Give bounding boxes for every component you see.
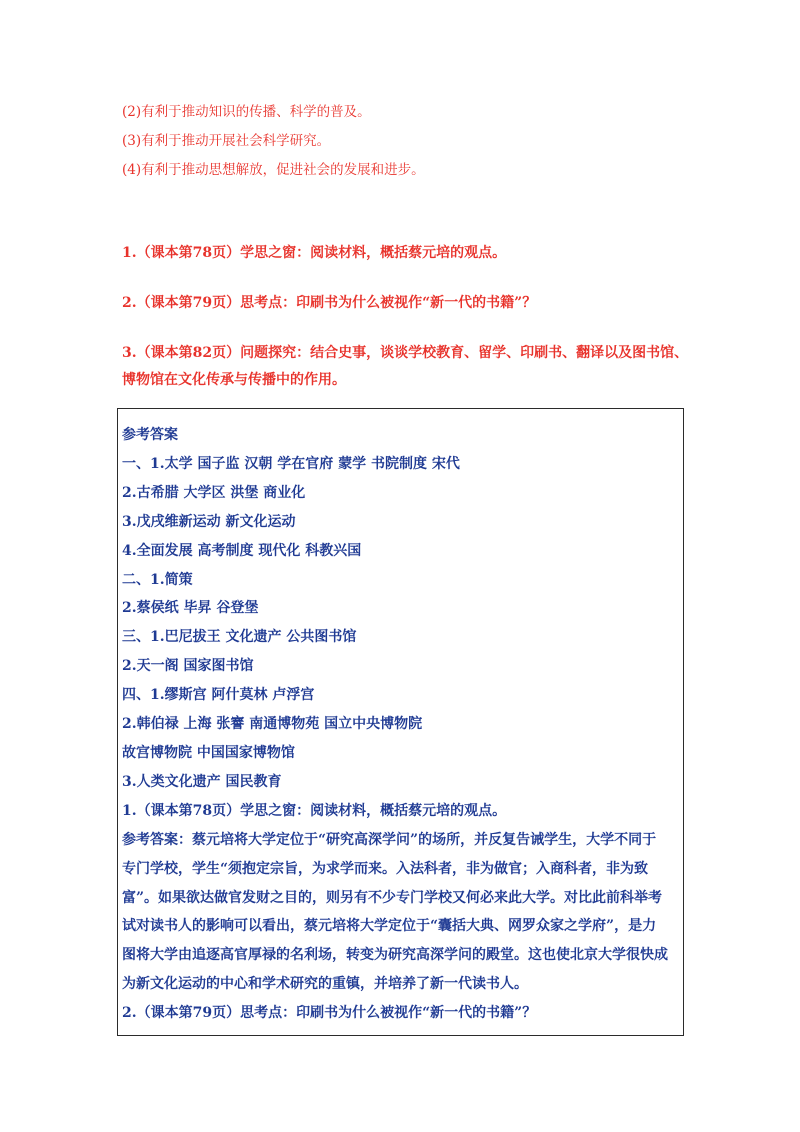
answer-line: 一、1.太学 国子监 汉朝 学在官府 蒙学 书院制度 宋代	[122, 455, 460, 472]
answer-line: 2.古希腊 大学区 洪堡 商业化	[122, 484, 306, 501]
top-item-4: (4)有利于推动思想解放，促进社会的发展和进步。	[122, 162, 425, 178]
answer-line: 2.天一阁 国家图书馆	[122, 658, 254, 675]
question-2: 2.（课本第79页）思考点：印刷书为什么被视作“新一代的书籍”？	[122, 295, 537, 311]
answer-box	[117, 408, 684, 1036]
answer-box-content	[122, 421, 679, 1028]
answer-paragraph-line: 专门学校，学生“须抱定宗旨，为求学而来。入法科者，非为做官；入商科者，非为致	[122, 860, 649, 877]
answer-paragraph-line: 富”。如果欲达做官发财之目的，则另有不少专门学校又何必来此大学。对比此前科举考	[122, 889, 663, 906]
answer-line: 4.全面发展 高考制度 现代化 科教兴国	[122, 542, 362, 559]
answer-line: 四、1.缪斯宫 阿什莫林 卢浮宫	[122, 687, 315, 704]
answer-line: 3.戊戌维新运动 新文化运动	[122, 513, 296, 530]
answer-line: 故宫博物院 中国国家博物馆	[122, 744, 295, 761]
question-3-line-2: 博物馆在文化传承与传播中的作用。	[122, 372, 346, 388]
answer-line: 三、1.巴尼拔王 文化遗产 公共图书馆	[122, 629, 357, 646]
top-item-2: (2)有利于推动知识的传播、科学的普及。	[122, 104, 371, 120]
top-item-3: (3)有利于推动开展社会科学研究。	[122, 133, 331, 149]
answer-line: 1.（课本第78页）学思之窗：阅读材料，概括蔡元培的观点。	[122, 802, 507, 819]
answer-last-line: 2.（课本第79页）思考点：印刷书为什么被视作“新一代的书籍”？	[122, 1005, 537, 1022]
answer-line: 3.人类文化遗产 国民教育	[122, 773, 282, 790]
answer-line: 2.韩伯禄 上海 张謇 南通博物苑 国立中央博物院	[122, 716, 423, 733]
question-3	[122, 340, 688, 394]
answer-line: 2.蔡侯纸 毕昇 谷登堡	[122, 600, 259, 617]
answer-paragraph-line: 试对读书人的影响可以看出，蔡元培将大学定位于“囊括大典、网罗众家之学府”，是力	[122, 918, 657, 935]
answer-paragraph-line: 图将大学由追逐高官厚禄的名利场，转变为研究高深学问的殿堂。这也使北京大学很快成	[122, 947, 668, 964]
question-3-line-1: 3.（课本第82页）问题探究：结合史事，谈谈学校教育、留学、印刷书、翻译以及图书馆、	[122, 345, 689, 361]
answer-paragraph-line: 参考答案：蔡元培将大学定位于“研究高深学问”的场所，并反复告诫学生，大学不同于	[122, 831, 657, 848]
question-1: 1.（课本第78页）学思之窗：阅读材料，概括蔡元培的观点。	[122, 245, 507, 261]
answer-heading: 参考答案	[122, 427, 178, 443]
answer-line: 二、1.简策	[122, 571, 193, 588]
answer-paragraph-line: 为新文化运动的中心和学术研究的重镇，并培养了新一代读书人。	[122, 976, 528, 993]
